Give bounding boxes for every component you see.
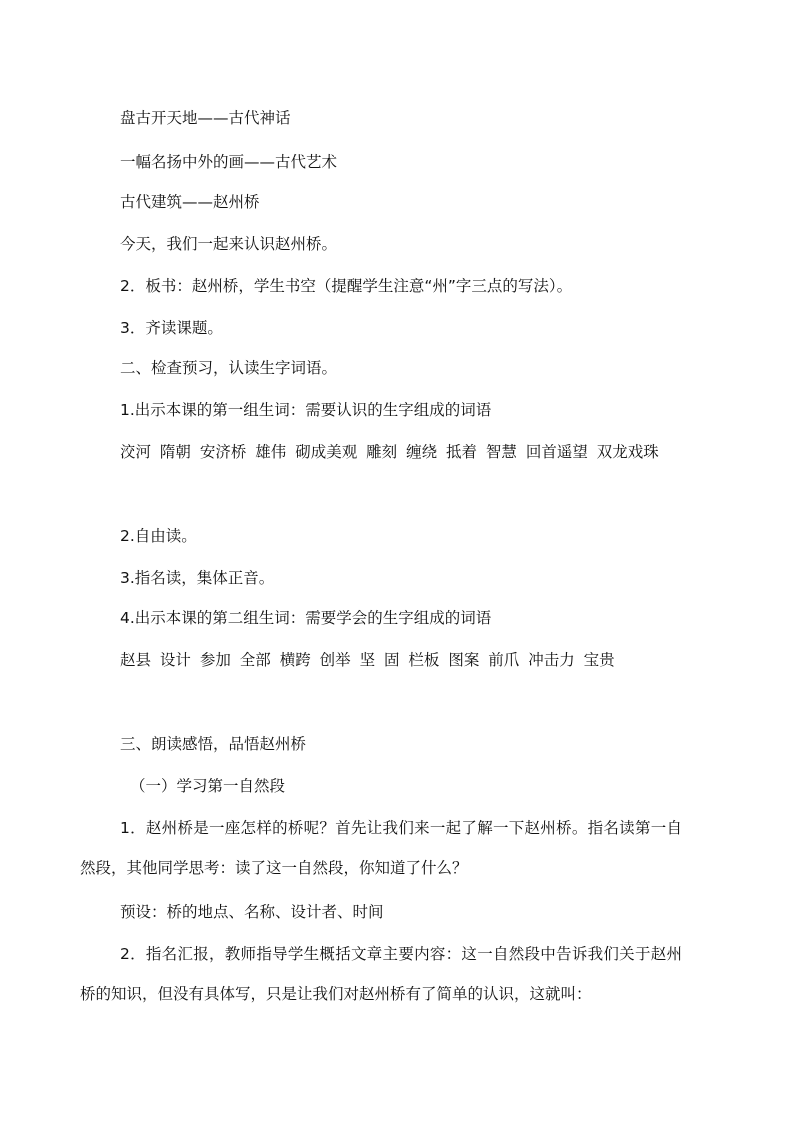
line-read-title: 3．齐读课题。 — [120, 319, 223, 337]
line-second-words-intro: 4.出示本课的第二组生词：需要学会的生字组成的词语 — [120, 609, 492, 627]
vocab-group-two: 赵县 设计 参加 全部 横跨 创举 坚 固 栏板 图案 前爪 冲击力 宝贵 — [120, 651, 615, 669]
vocab-group-one: 洨河 隋朝 安济桥 雄伟 砌成美观 雕刻 缠绕 抵着 智慧 回首遥望 双龙戏珠 — [120, 443, 659, 461]
line-preset: 预设：桥的地点、名称、设计者、时间 — [120, 903, 384, 921]
line-first-words-intro: 1.出示本课的第一组生词：需要认识的生字组成的词语 — [120, 401, 492, 419]
line-free-read: 2.自由读。 — [120, 527, 197, 545]
line-myth: 盘古开天地——古代神话 — [120, 109, 291, 127]
line-intro: 今天，我们一起来认识赵州桥。 — [120, 235, 338, 253]
line-architecture: 古代建筑——赵州桥 — [120, 193, 260, 211]
heading-preview: 二、检查预习，认读生字词语。 — [120, 359, 338, 377]
line-art: 一幅名扬中外的画——古代艺术 — [120, 153, 338, 171]
line-blackboard: 2．板书：赵州桥，学生书空（提醒学生注意“州”字三点的写法）。 — [120, 277, 573, 295]
paragraph-report: 2．指名汇报，教师指导学生概括文章主要内容：这一自然段中告诉我们关于赵州桥的知识，但没有具体写，只是让我们对赵州桥有了简单的认识，这就叫： — [80, 945, 682, 1003]
heading-reading: 三、朗读感悟，品悟赵州桥 — [120, 735, 307, 753]
subheading-paragraph-one: （一）学习第一自然段 — [130, 777, 286, 795]
line-named-read: 3.指名读，集体正音。 — [120, 569, 275, 587]
paragraph-question: 1．赵州桥是一座怎样的桥呢？首先让我们来一起了解一下赵州桥。指名读第一自然段，其他同学思考：读了这一自然段，你知道了什么？ — [80, 819, 682, 877]
